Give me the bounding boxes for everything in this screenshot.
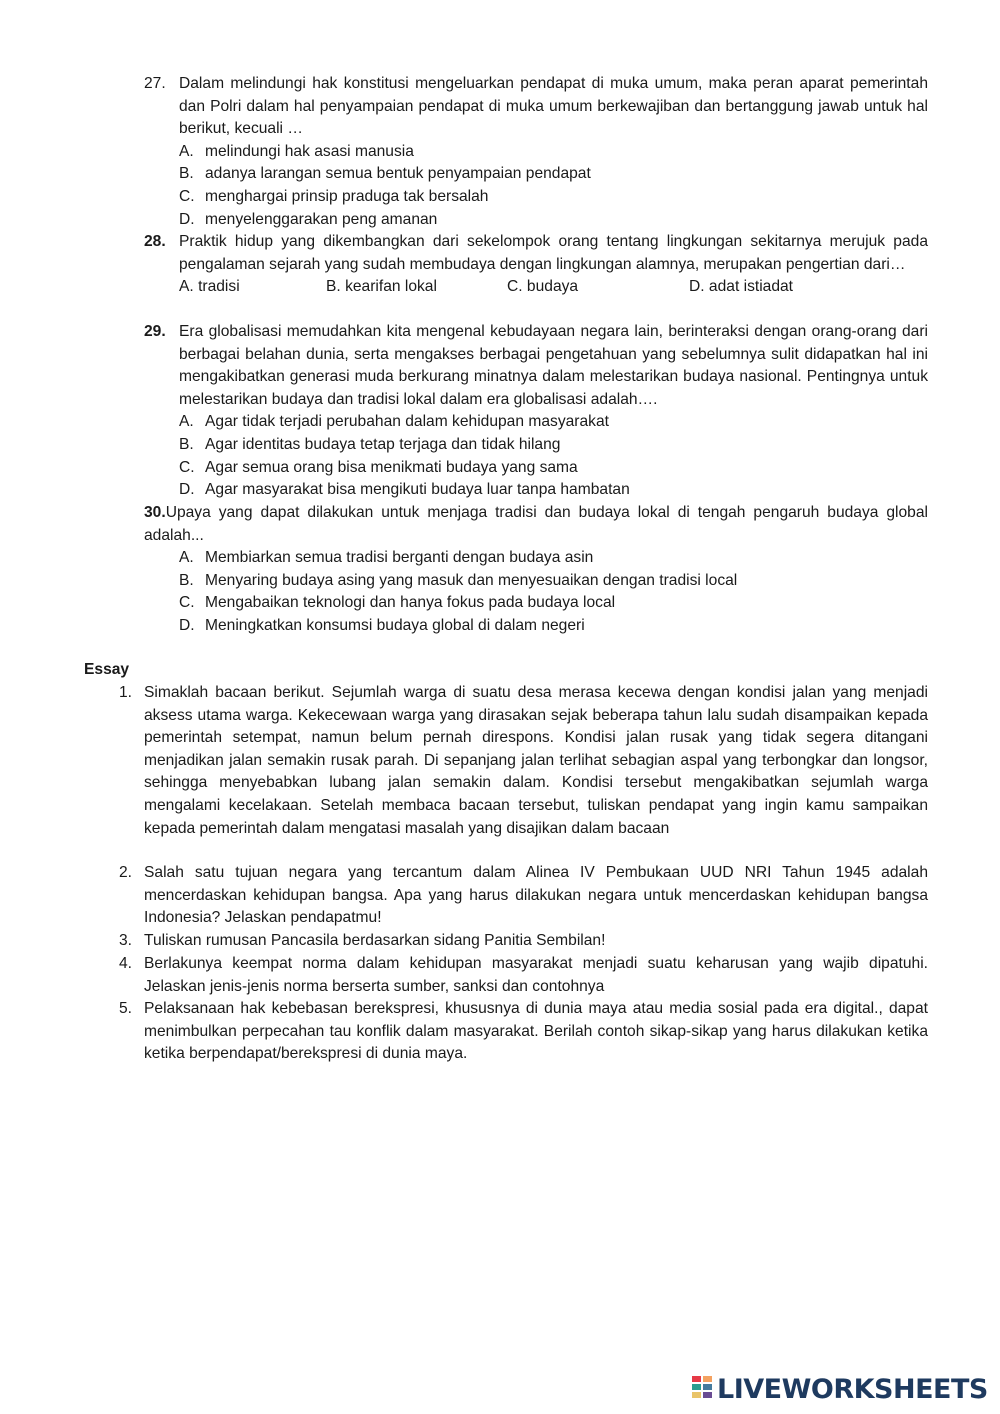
question-text: Era globalisasi memudahkan kita mengenal kebudayaan negara lain, berinteraksi dengan orang-orang dari berbagai belahan dunia, serta mengakses berbagai pengetahuan yang sebelumnya sulit didapatkan hal ini mengakibatkan generasi muda berkurang minatnya dalam melestarikan budaya nasional. Pentingnya untuk melestarikan budaya dan tradisi lokal dalam era globalisasi adalah…. <box>179 323 928 408</box>
essay-text: Tuliskan rumusan Pancasila berdasarkan sidang Panitia Sembilan! <box>144 932 606 949</box>
option-b[interactable]: B. Agar identitas budaya tetap terjaga dan tidak hilang <box>179 435 561 453</box>
option-a[interactable]: A. Membiarkan semua tradisi berganti dengan budaya asin <box>179 549 594 567</box>
essay-item-2 <box>110 862 928 930</box>
logo-text: LIVEWORKSHEETS <box>717 1373 988 1405</box>
essay-text: Pelaksanaan hak kebebasan berekspresi, khususnya di dunia maya atau media sosial pada era digital., dapat menimbulkan perpecahan tau konflik dalam masyarakat. Berilah contoh sikap-sikap yang harus dilakukan ketika ketika berpendapat/berekspresi di dunia maya. <box>144 1000 928 1063</box>
essay-heading: Essay <box>84 661 130 678</box>
essay-item-5 <box>110 998 928 1066</box>
option-b[interactable]: B. kearifan lokal <box>326 278 437 296</box>
question-number: 29. <box>144 323 166 340</box>
option-d[interactable]: D. Meningkatkan konsumsi budaya global di dalam negeri <box>179 616 585 634</box>
live-blocks-icon <box>692 1376 714 1404</box>
option-b[interactable]: B. adanya larangan semua bentuk penyampaian pendapat <box>179 165 591 183</box>
essay-number: 1. <box>118 684 132 701</box>
options-list <box>179 547 928 637</box>
essay-text: Berlakunya keempat norma dalam kehidupan masyarakat menjadi suatu keharusan yang wajib dipatuhi. Jelaskan jenis-jenis norma berserta sumber, sanksi dan contohnya <box>144 955 928 995</box>
essay-item-3 <box>110 930 928 953</box>
essay-number: 5. <box>118 1000 132 1017</box>
question-29 <box>144 321 928 502</box>
essay-text: Salah satu tujuan negara yang tercantum dalam Alinea IV Pembukaan UUD NRI Tahun 1945 adalah mencerdaskan kehidupan bangsa. Apa yang harus dilakukan negara untuk mencerdaskan kehidupan bangsa Indonesia? Jelaskan pendapatmu! <box>144 864 928 927</box>
essay-item-4 <box>110 953 928 998</box>
question-30 <box>144 502 928 638</box>
question-text-wrap <box>144 502 928 547</box>
essay-number: 4. <box>118 955 132 972</box>
question-number: 27. <box>144 75 166 92</box>
question-28 <box>144 231 928 299</box>
option-c[interactable]: C. Mengabaikan teknologi dan hanya fokus pada budaya local <box>179 594 616 612</box>
option-c[interactable]: C. menghargai prinsip praduga tak bersalah <box>179 187 489 205</box>
option-a[interactable]: A. Agar tidak terjadi perubahan dalam kehidupan masyarakat <box>179 413 609 431</box>
question-27 <box>144 73 928 231</box>
option-c[interactable]: C. Agar semua orang bisa menikmati budaya yang sama <box>179 458 578 476</box>
essay-text: Simaklah bacaan berikut. Sejumlah warga di suatu desa merasa kecewa dengan kondisi jalan yang menjadi aksess utama warga. Kekecewaan warga yang dirasakan sejak beberapa tahun lalu sudah disampaikan kepada pemerintah setempat, namun belum pernah direspons. Kondisi jalan rusak yang tidak segera ditangani menjadikan jalan semakin rusak parah. Di sepanjang jalan terlihat sebagian aspal yang terbongkar dan longsor, sehingga menyebabkan lubang jalan semakin dalam. Kondisi tersebut mengakibatkan sejumlah warga mengalami kecelakaan. Setelah membaca bacaan tersebut, tuliskan pendapat yang ingin kamu sampaikan kepada pemerintah dalam mengatasi masalah yang disajikan dalam bacaan <box>144 684 928 837</box>
question-text: Upaya yang dapat dilakukan untuk menjaga tradisi dan budaya lokal di tengah pengaruh budaya global adalah... <box>144 504 928 544</box>
option-d[interactable]: D. Agar masyarakat bisa mengikuti budaya luar tanpa hambatan <box>179 481 630 499</box>
option-a[interactable]: A. melindungi hak asasi manusia <box>179 142 414 160</box>
options-row <box>179 276 928 299</box>
essay-number: 2. <box>118 864 132 881</box>
option-b[interactable]: B. Menyaring budaya asing yang masuk dan menyesuaikan dengan tradisi local <box>179 571 738 589</box>
liveworksheets-logo <box>692 1373 988 1407</box>
essay-number: 3. <box>118 932 132 949</box>
essay-item-1 <box>110 682 928 840</box>
question-text: Praktik hidup yang dikembangkan dari sekelompok orang tentang lingkungan sekitarnya merujuk pada pengalaman sejarah yang sudah membudaya dengan lingkungan alamnya, merupakan pengertian dari… <box>179 233 928 273</box>
options-list <box>179 141 928 231</box>
question-number: 30. <box>144 504 166 521</box>
options-list <box>179 411 928 501</box>
question-number: 28. <box>144 233 166 250</box>
option-d[interactable]: D. adat istiadat <box>689 278 794 296</box>
option-a[interactable]: A. tradisi <box>179 278 240 296</box>
question-text: Dalam melindungi hak konstitusi mengeluarkan pendapat di muka umum, maka peran aparat pemerintah dan Polri dalam hal penyampaian pendapat di muka umum berkewajiban dan bertanggung jawab untuk hal berikut, kecuali … <box>179 75 928 138</box>
option-c[interactable]: C. budaya <box>507 278 579 296</box>
option-d[interactable]: D. menyelenggarakan peng amanan <box>179 210 438 228</box>
